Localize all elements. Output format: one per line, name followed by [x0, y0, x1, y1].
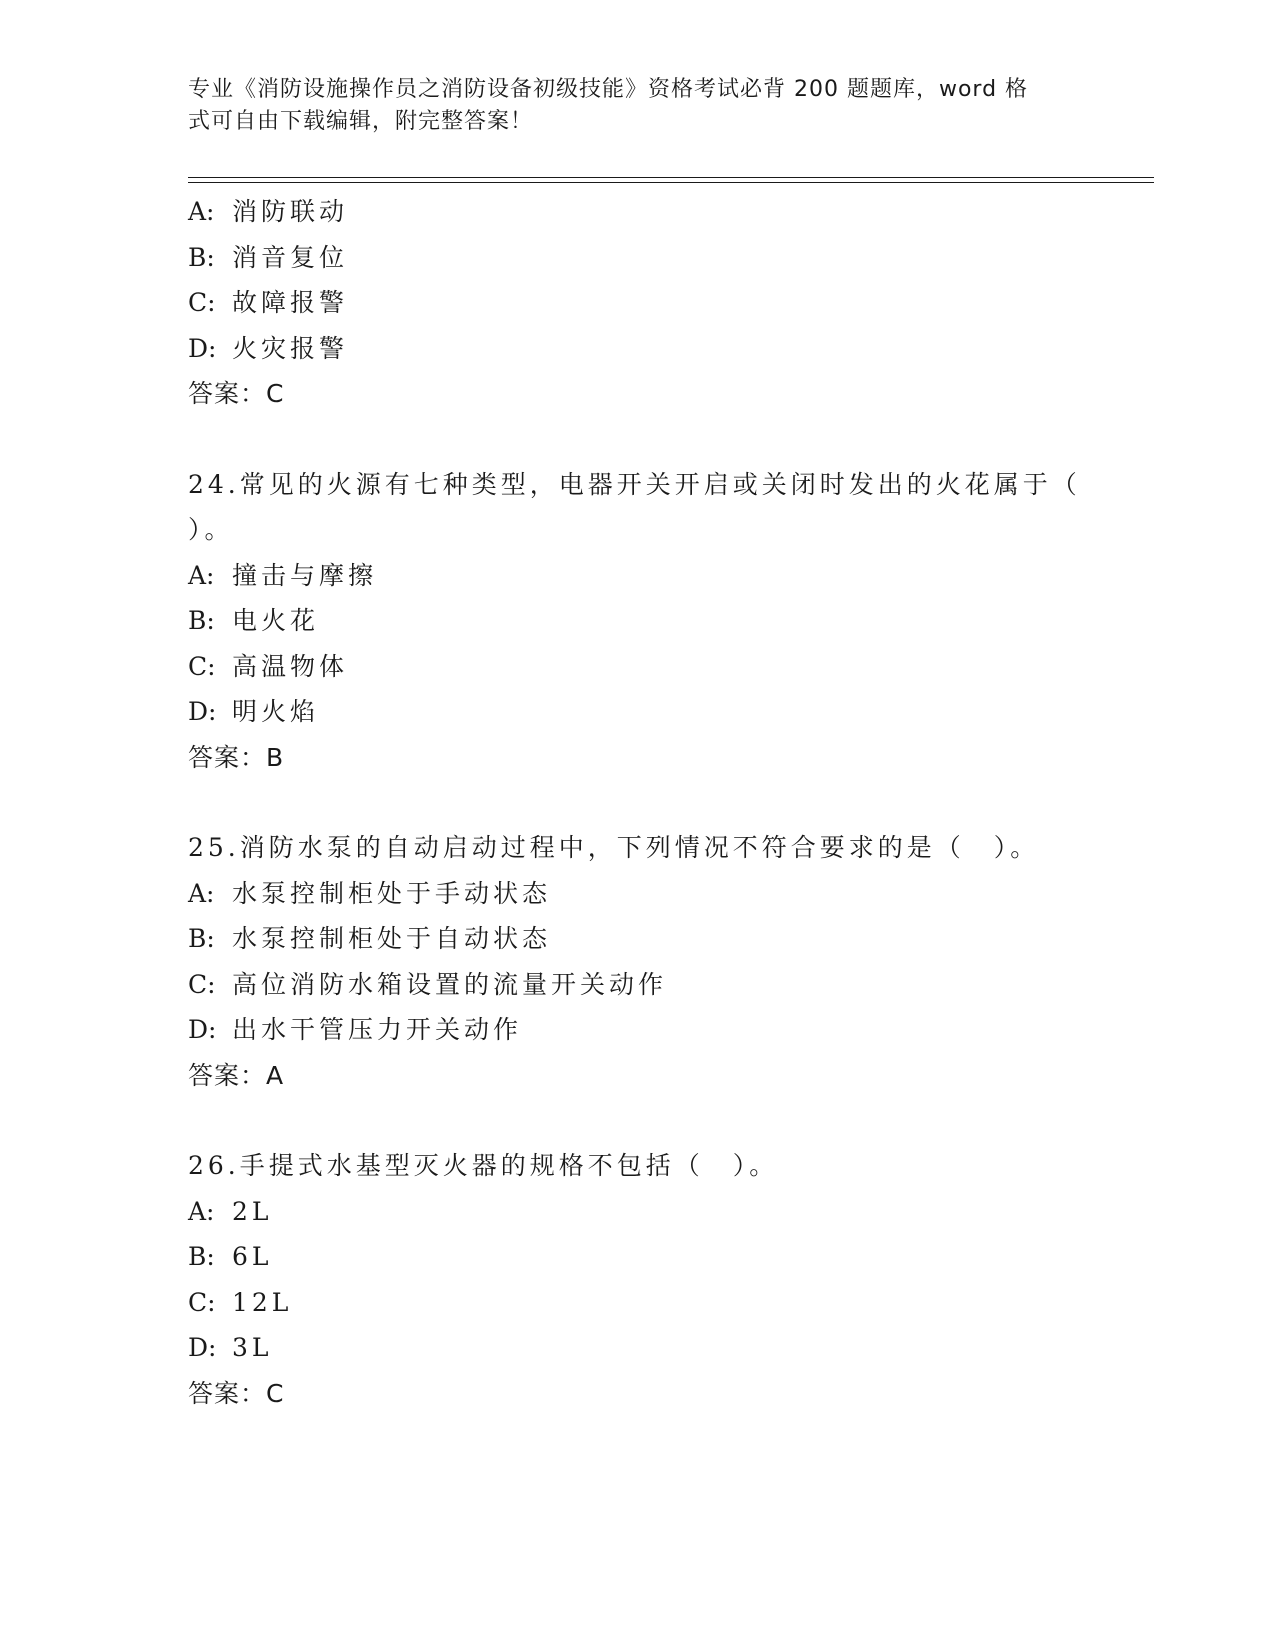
- answer-line: 答案：C: [188, 379, 285, 408]
- spacer: [188, 417, 1088, 462]
- question-text-line-1: 26.手提式水基型灭火器的规格不包括（ ）。: [188, 1151, 779, 1180]
- option-d: D: 出水干管压力开关动作: [188, 1015, 523, 1044]
- header-divider-bottom: [188, 182, 1154, 183]
- option-d: D: 3L: [188, 1333, 273, 1362]
- option-b: B: 水泵控制柜处于自动状态: [188, 924, 552, 953]
- question-text-line-2: ）。: [188, 515, 234, 544]
- option-a: A: 撞击与摩擦: [188, 560, 378, 590]
- answer-line: 答案：C: [188, 1378, 285, 1408]
- header-divider-top: [188, 177, 1154, 178]
- option-d: D: 明火焰: [188, 697, 320, 726]
- option-a: A: 消防联动: [188, 197, 349, 226]
- question-26: [188, 1143, 1088, 1416]
- answer-line: 答案：B: [188, 742, 285, 772]
- option-c: C: 高温物体: [188, 651, 349, 681]
- question-24: [188, 462, 1088, 781]
- spacer: [188, 780, 1088, 825]
- question-23: [188, 189, 1088, 417]
- option-c: C: 12L: [188, 1287, 293, 1317]
- option-c: C: 故障报警: [188, 288, 349, 317]
- option-b: B: 电火花: [188, 606, 320, 635]
- header-intro-line-2: 式可自由下载编辑，附完整答案！: [188, 109, 534, 134]
- header-intro-line-1: 专业《消防设施操作员之消防设备初级技能》资格考试必背 200 题题库，word 格: [188, 77, 1029, 102]
- option-a: A: 水泵控制柜处于手动状态: [188, 878, 552, 908]
- option-b: B: 6L: [188, 1242, 273, 1271]
- question-text-line-1: 25.消防水泵的自动启动过程中，下列情况不符合要求的是（ ）。: [188, 833, 1040, 862]
- question-list: [188, 189, 1088, 1416]
- option-c: C: 高位消防水箱设置的流量开关动作: [188, 969, 668, 999]
- spacer: [188, 1098, 1088, 1143]
- option-d: D: 火灾报警: [188, 333, 349, 363]
- answer-line: 答案：A: [188, 1060, 285, 1090]
- question-25: [188, 825, 1088, 1098]
- document-header: [188, 74, 1068, 138]
- option-b: B: 消音复位: [188, 242, 349, 272]
- question-text-line-1: 24.常见的火源有七种类型，电器开关开启或关闭时发出的火花属于（: [188, 469, 1081, 499]
- option-a: A: 2L: [188, 1196, 273, 1226]
